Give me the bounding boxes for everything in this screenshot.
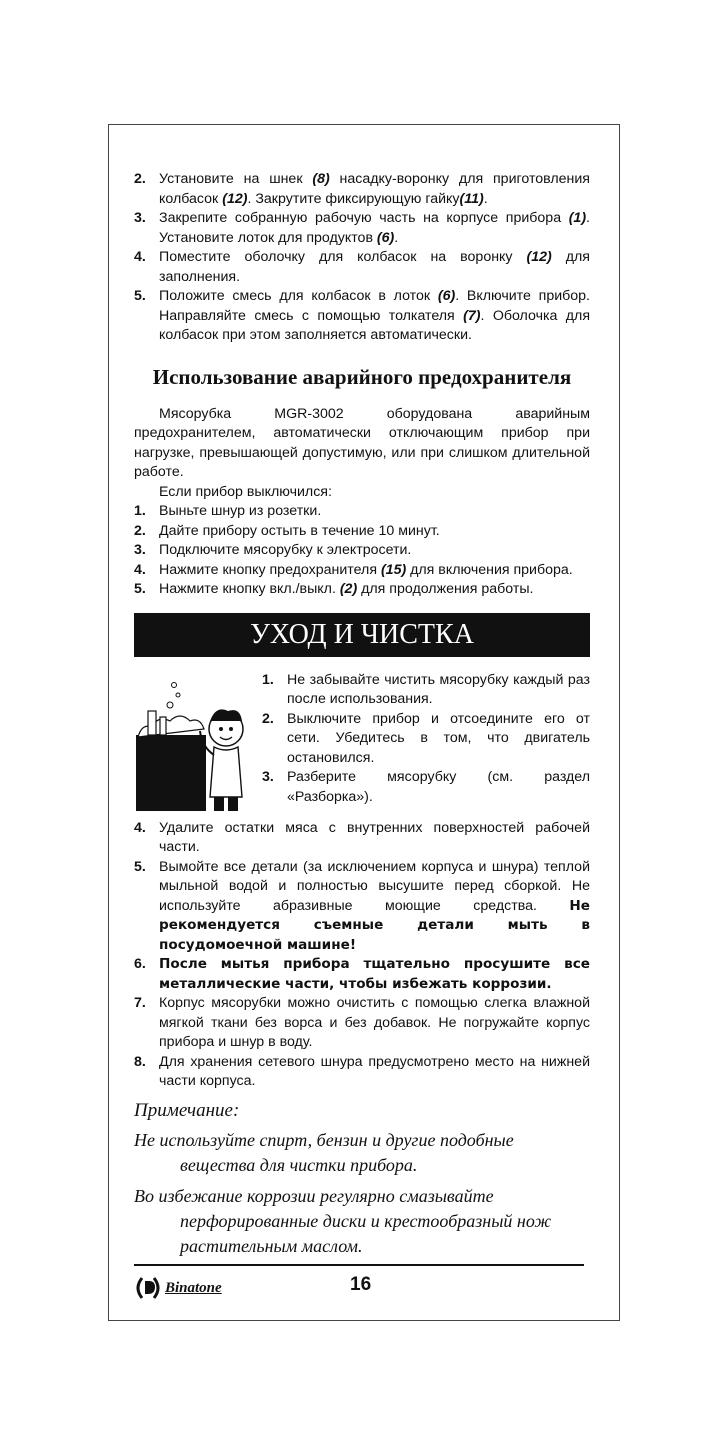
warning-text: Не рекомендуется съемные детали мыть в посудомоечной машине! xyxy=(159,897,590,953)
list-item xyxy=(134,819,590,858)
item-text: Подключите мясорубку к электросети. xyxy=(159,542,412,558)
safety-if-off: Если прибор выключился: xyxy=(159,483,332,500)
list-item xyxy=(262,710,590,769)
item-number: 6. xyxy=(134,956,146,972)
part-ref: (8) xyxy=(312,171,330,187)
list-item xyxy=(134,994,590,1053)
page-footer xyxy=(134,1264,584,1306)
item-text: Удалите остатки мяса с внутренних поверхностей рабочей части. xyxy=(159,819,590,855)
care-top-block xyxy=(134,671,590,819)
part-ref: (12) xyxy=(526,249,552,265)
care-banner: УХОД И ЧИСТКА xyxy=(134,613,590,657)
page-number: 16 xyxy=(350,1274,372,1295)
safety-intro: Мясорубка MGR-3002 оборудована аварийным предохранителем, автоматически отключающим прибор при нагрузке, превышающей допустимую, или при слишком длительной работе. xyxy=(134,405,590,480)
item-text: . Установите лоток для продуктов xyxy=(159,210,590,246)
note-line: Во избежание коррозии регулярно смазывайте перфорированные диски и крестообразный нож растительным маслом. xyxy=(134,1185,552,1256)
item-number: 3. xyxy=(134,210,146,226)
list-item xyxy=(134,170,590,209)
item-number: 4. xyxy=(134,249,146,265)
list-item xyxy=(134,209,590,248)
list-item xyxy=(134,522,590,542)
item-text: для включения прибора. xyxy=(406,561,573,578)
item-text: Разберите мясорубку (см. раздел «Разборка»). xyxy=(287,769,590,805)
part-ref: (11) xyxy=(459,190,484,207)
brand-name: Binatone xyxy=(165,1279,222,1296)
note-line: Не используйте спирт, бензин и другие подобные вещества для чистки прибора. xyxy=(134,1129,514,1175)
list-item xyxy=(134,1053,590,1092)
part-ref: (6) xyxy=(437,288,456,304)
item-text: Установите на шнек xyxy=(159,171,313,187)
page-content xyxy=(134,170,590,1259)
part-ref: (12) xyxy=(222,190,248,207)
list-item xyxy=(134,248,590,287)
item-number: 5. xyxy=(134,858,146,875)
item-text: Поместите оболочку для колбасок на воронку xyxy=(159,249,527,265)
item-number: 2. xyxy=(262,710,274,727)
item-text: Дайте прибору остыть в течение 10 минут. xyxy=(159,522,440,539)
list-item xyxy=(262,768,590,807)
item-number: 1. xyxy=(134,503,146,519)
item-text: . Включите прибор. Направляйте смесь с помощью толкателя xyxy=(159,288,590,324)
item-number: 1. xyxy=(262,671,274,688)
item-text: Для хранения сетевого шнура предусмотрено место на нижней части корпуса. xyxy=(159,1053,590,1089)
warning-text: После мытья прибора тщательно просушите все металлические части, чтобы избежать коррозии. xyxy=(159,956,590,992)
item-text: Выключите прибор и отсоедините его от сети. Убедитесь в том, что двигатель остановился. xyxy=(287,710,590,766)
item-text: Выньте шнур из розетки. xyxy=(159,503,322,519)
item-text: для заполнения. xyxy=(159,249,590,285)
item-text: . xyxy=(483,190,488,207)
list-item xyxy=(134,541,590,561)
list-item xyxy=(134,502,590,522)
item-text: . xyxy=(394,229,399,246)
item-text: Нажмите кнопку предохранителя xyxy=(159,561,381,578)
item-number: 5. xyxy=(134,581,146,597)
safety-steps xyxy=(134,502,590,600)
part-ref: (7) xyxy=(463,307,481,324)
item-text: Закрепите собранную рабочую часть на корпусе прибора xyxy=(159,210,569,226)
part-ref: (15) xyxy=(380,561,407,578)
assembly-list xyxy=(134,170,590,346)
item-number: 5. xyxy=(134,288,146,304)
list-item xyxy=(134,955,590,994)
cook-cleaning-illustration xyxy=(134,671,262,815)
item-number: 3. xyxy=(134,542,146,558)
binatone-logo-icon xyxy=(134,1276,162,1300)
item-text: Положите смесь для колбасок в лоток xyxy=(159,288,438,304)
part-ref: (1) xyxy=(568,210,587,226)
item-text: для продолжения работы. xyxy=(357,581,534,597)
item-text: . Закрутите фиксирующую гайку xyxy=(247,190,460,207)
item-text: . Оболочка для колбасок при этом заполняется автоматически. xyxy=(159,307,591,343)
item-text: Корпус мясорубки можно очистить с помощью слегка влажной мягкой ткани без ворса и без добавок. Не погружайте корпус прибора и шнур в воду. xyxy=(159,995,590,1050)
list-item xyxy=(134,287,590,346)
brand-logo xyxy=(134,1276,222,1300)
list-item xyxy=(262,671,590,710)
part-ref: (6) xyxy=(376,229,395,246)
item-text: Вымойте все детали (за исключением корпуса и шнура) теплой мыльной водой и полностью высушите перед сборкой. Не используйте абразивные моющие средства. xyxy=(159,858,590,914)
care-list-top xyxy=(262,671,590,808)
item-text: насадку-воронку для приготовления колбасок xyxy=(159,171,590,207)
item-number: 8. xyxy=(134,1053,146,1070)
item-number: 4. xyxy=(134,561,146,578)
item-number: 3. xyxy=(262,769,274,785)
item-text: Нажмите кнопку вкл./выкл. xyxy=(159,581,340,597)
note-title: Примечание: xyxy=(134,1099,240,1121)
item-number: 2. xyxy=(134,171,146,187)
list-item xyxy=(134,580,590,600)
item-number: 2. xyxy=(134,522,146,539)
item-number: 7. xyxy=(134,995,146,1011)
list-item xyxy=(134,561,590,581)
item-number: 4. xyxy=(134,819,146,836)
section-title-safety: Использование аварийного предохранителя xyxy=(152,364,572,389)
part-ref: (2) xyxy=(339,581,358,597)
item-text: Не забывайте чистить мясорубку каждый раз после использования. xyxy=(287,671,590,707)
list-item xyxy=(134,858,590,956)
